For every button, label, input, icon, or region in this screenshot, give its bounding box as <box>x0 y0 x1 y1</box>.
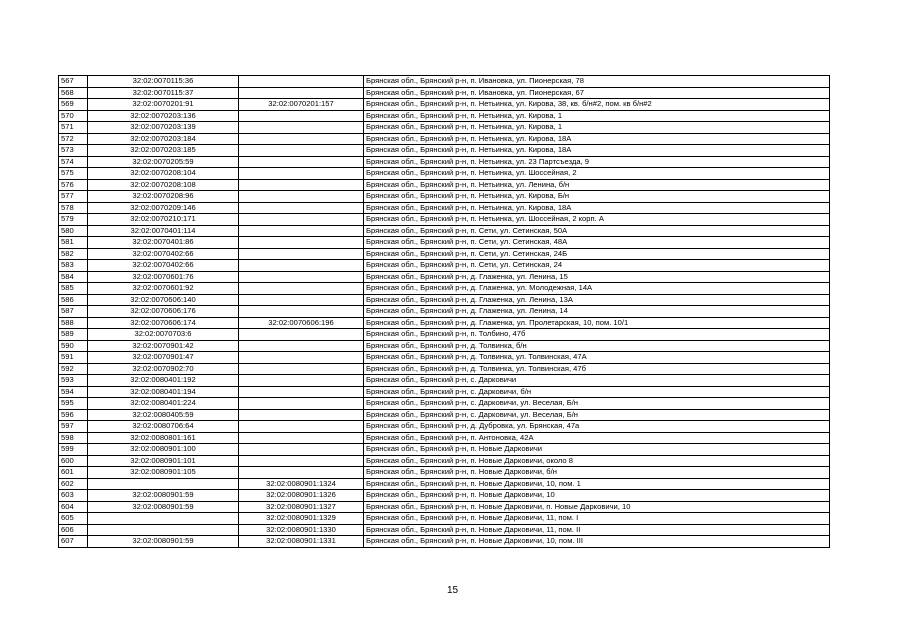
table-row <box>59 202 830 214</box>
row-number-cell: 576 <box>59 179 88 191</box>
cadastral-number-cell: 32:02:0080901:59 <box>88 501 239 513</box>
row-number-cell: 567 <box>59 76 88 88</box>
related-cadastral-number-cell: 32:02:0080901:1327 <box>239 501 364 513</box>
row-number-cell: 590 <box>59 340 88 352</box>
table-row <box>59 225 830 237</box>
cadastral-number-cell: 32:02:0080801:161 <box>88 432 239 444</box>
cadastral-number-cell: 32:02:0080706:64 <box>88 421 239 433</box>
related-cadastral-number-cell: 32:02:0080901:1330 <box>239 524 364 536</box>
cadastral-number-cell: 32:02:0070203:184 <box>88 133 239 145</box>
table-row <box>59 191 830 203</box>
cadastral-number-cell: 32:02:0080401:192 <box>88 375 239 387</box>
related-cadastral-number-cell <box>239 432 364 444</box>
table-row <box>59 375 830 387</box>
cadastral-number-cell: 32:02:0070901:42 <box>88 340 239 352</box>
related-cadastral-number-cell <box>239 467 364 479</box>
row-number-cell: 604 <box>59 501 88 513</box>
address-cell: Брянская обл., Брянский р-н, д. Глаженка, ул. Ленина, 15 <box>364 271 830 283</box>
table-row <box>59 513 830 525</box>
address-cell: Брянская обл., Брянский р-н, п. Новые Дарковичи, б/н <box>364 467 830 479</box>
table-row <box>59 317 830 329</box>
cadastral-number-cell: 32:02:0070401:86 <box>88 237 239 249</box>
row-number-cell: 603 <box>59 490 88 502</box>
related-cadastral-number-cell <box>239 340 364 352</box>
cadastral-number-cell: 32:02:0080901:59 <box>88 490 239 502</box>
row-number-cell: 584 <box>59 271 88 283</box>
row-number-cell: 581 <box>59 237 88 249</box>
related-cadastral-number-cell <box>239 122 364 134</box>
address-cell: Брянская обл., Брянский р-н, д. Дубровка, ул. Брянская, 47а <box>364 421 830 433</box>
cadastral-number-cell: 32:02:0080401:194 <box>88 386 239 398</box>
row-number-cell: 573 <box>59 145 88 157</box>
table-row <box>59 145 830 157</box>
row-number-cell: 592 <box>59 363 88 375</box>
row-number-cell: 580 <box>59 225 88 237</box>
address-cell: Брянская обл., Брянский р-н, д. Толвинка, ул. Толвинская, 47А <box>364 352 830 364</box>
table-row <box>59 271 830 283</box>
page-number: 15 <box>446 585 459 596</box>
related-cadastral-number-cell <box>239 225 364 237</box>
cadastral-number-cell: 32:02:0070606:174 <box>88 317 239 329</box>
cadastral-number-cell: 32:02:0070208:108 <box>88 179 239 191</box>
table-row <box>59 133 830 145</box>
related-cadastral-number-cell: 32:02:0080901:1331 <box>239 536 364 548</box>
address-cell: Брянская обл., Брянский р-н, с. Дарковичи, ул. Веселая, Б/н <box>364 398 830 410</box>
table-row <box>59 421 830 433</box>
cadastral-number-cell: 32:02:0070115:36 <box>88 76 239 88</box>
address-cell: Брянская обл., Брянский р-н, д. Глаженка, ул. Ленина, 13А <box>364 294 830 306</box>
cadastral-number-cell: 32:02:0080401:224 <box>88 398 239 410</box>
table-row <box>59 398 830 410</box>
related-cadastral-number-cell <box>239 168 364 180</box>
row-number-cell: 577 <box>59 191 88 203</box>
row-number-cell: 601 <box>59 467 88 479</box>
address-cell: Брянская обл., Брянский р-н, д. Толвинка, б/н <box>364 340 830 352</box>
row-number-cell: 588 <box>59 317 88 329</box>
cadastral-number-cell: 32:02:0080901:101 <box>88 455 239 467</box>
related-cadastral-number-cell <box>239 306 364 318</box>
address-cell: Брянская обл., Брянский р-н, с. Дарковичи <box>364 375 830 387</box>
table-row <box>59 409 830 421</box>
table-row <box>59 490 830 502</box>
related-cadastral-number-cell <box>239 398 364 410</box>
related-cadastral-number-cell <box>239 156 364 168</box>
address-cell: Брянская обл., Брянский р-н, п. Нетьинка, ул. Кирова, 1 <box>364 122 830 134</box>
address-cell: Брянская обл., Брянский р-н, п. Новые Дарковичи, 10 <box>364 490 830 502</box>
cadastral-number-cell: 32:02:0070601:92 <box>88 283 239 295</box>
related-cadastral-number-cell <box>239 76 364 88</box>
row-number-cell: 602 <box>59 478 88 490</box>
related-cadastral-number-cell <box>239 191 364 203</box>
address-cell: Брянская обл., Брянский р-н, п. Новые Дарковичи, 10, пом. 1 <box>364 478 830 490</box>
table-row <box>59 536 830 548</box>
cadastral-number-cell: 32:02:0070606:176 <box>88 306 239 318</box>
row-number-cell: 595 <box>59 398 88 410</box>
row-number-cell: 570 <box>59 110 88 122</box>
row-number-cell: 571 <box>59 122 88 134</box>
table-row <box>59 432 830 444</box>
table-row <box>59 386 830 398</box>
related-cadastral-number-cell <box>239 202 364 214</box>
cadastral-number-cell: 32:02:0070402:66 <box>88 248 239 260</box>
related-cadastral-number-cell <box>239 455 364 467</box>
cadastral-number-cell: 32:02:0080405:59 <box>88 409 239 421</box>
address-cell: Брянская обл., Брянский р-н, п. Сети, ул. Сетинская, 50А <box>364 225 830 237</box>
table-row <box>59 237 830 249</box>
related-cadastral-number-cell <box>239 294 364 306</box>
cadastral-number-cell: 32:02:0080901:100 <box>88 444 239 456</box>
table-row <box>59 294 830 306</box>
row-number-cell: 579 <box>59 214 88 226</box>
related-cadastral-number-cell <box>239 363 364 375</box>
related-cadastral-number-cell: 32:02:0070606:196 <box>239 317 364 329</box>
row-number-cell: 596 <box>59 409 88 421</box>
address-cell: Брянская обл., Брянский р-н, п. Нетьинка, ул. Шоссейная, 2 корп. А <box>364 214 830 226</box>
table-row <box>59 214 830 226</box>
cadastral-number-cell: 32:02:0070203:139 <box>88 122 239 134</box>
table-row <box>59 501 830 513</box>
cadastral-number-cell: 32:02:0070205:59 <box>88 156 239 168</box>
row-number-cell: 589 <box>59 329 88 341</box>
table-row <box>59 524 830 536</box>
table-row <box>59 248 830 260</box>
cadastral-number-cell: 32:02:0070208:104 <box>88 168 239 180</box>
table-row <box>59 467 830 479</box>
related-cadastral-number-cell: 32:02:0080901:1326 <box>239 490 364 502</box>
row-number-cell: 585 <box>59 283 88 295</box>
related-cadastral-number-cell <box>239 87 364 99</box>
row-number-cell: 583 <box>59 260 88 272</box>
address-cell: Брянская обл., Брянский р-н, д. Глаженка, ул. Ленина, 14 <box>364 306 830 318</box>
address-cell: Брянская обл., Брянский р-н, д. Глаженка, ул. Молодежная, 14А <box>364 283 830 295</box>
table-row <box>59 478 830 490</box>
related-cadastral-number-cell: 32:02:0080901:1329 <box>239 513 364 525</box>
cadastral-number-cell <box>88 513 239 525</box>
related-cadastral-number-cell <box>239 283 364 295</box>
address-cell: Брянская обл., Брянский р-н, д. Глаженка, ул. Пролетарская, 10, пом. 10/1 <box>364 317 830 329</box>
related-cadastral-number-cell <box>239 375 364 387</box>
address-cell: Брянская обл., Брянский р-н, п. Нетьинка, ул. Кирова, 18А <box>364 133 830 145</box>
related-cadastral-number-cell: 32:02:0070201:157 <box>239 99 364 111</box>
address-cell: Брянская обл., Брянский р-н, п. Новые Дарковичи, около 8 <box>364 455 830 467</box>
row-number-cell: 593 <box>59 375 88 387</box>
address-cell: Брянская обл., Брянский р-н, п. Антоновка, 42А <box>364 432 830 444</box>
table-row <box>59 110 830 122</box>
table-row <box>59 455 830 467</box>
related-cadastral-number-cell <box>239 444 364 456</box>
table-row <box>59 363 830 375</box>
related-cadastral-number-cell: 32:02:0080901:1324 <box>239 478 364 490</box>
row-number-cell: 594 <box>59 386 88 398</box>
cadastral-number-cell: 32:02:0070203:136 <box>88 110 239 122</box>
cadastral-number-cell: 32:02:0070209:146 <box>88 202 239 214</box>
cadastral-number-cell: 32:02:0070606:140 <box>88 294 239 306</box>
address-cell: Брянская обл., Брянский р-н, п. Новые Дарковичи, 11, пом. I <box>364 513 830 525</box>
address-cell: Брянская обл., Брянский р-н, п. Нетьинка, ул. Кирова, 38, кв. б/н#2, пом. кв б/н#2 <box>364 99 830 111</box>
cadastral-number-cell: 32:02:0070601:76 <box>88 271 239 283</box>
related-cadastral-number-cell <box>239 260 364 272</box>
cadastral-number-cell: 32:02:0070208:96 <box>88 191 239 203</box>
address-cell: Брянская обл., Брянский р-н, п. Сети, ул. Сетинская, 24Б <box>364 248 830 260</box>
cadastral-number-cell <box>88 478 239 490</box>
cadastral-number-cell: 32:02:0080901:59 <box>88 536 239 548</box>
related-cadastral-number-cell <box>239 214 364 226</box>
related-cadastral-number-cell <box>239 329 364 341</box>
related-cadastral-number-cell <box>239 133 364 145</box>
cadastral-number-cell: 32:02:0070703:6 <box>88 329 239 341</box>
address-cell: Брянская обл., Брянский р-н, п. Нетьинка, ул. Кирова, 18А <box>364 145 830 157</box>
row-number-cell: 569 <box>59 99 88 111</box>
cadastral-number-cell: 32:02:0070201:91 <box>88 99 239 111</box>
related-cadastral-number-cell <box>239 409 364 421</box>
cadastral-number-cell: 32:02:0070902:70 <box>88 363 239 375</box>
related-cadastral-number-cell <box>239 110 364 122</box>
related-cadastral-number-cell <box>239 179 364 191</box>
cadastral-number-cell: 32:02:0070901:47 <box>88 352 239 364</box>
address-cell: Брянская обл., Брянский р-н, п. Нетьинка, ул. Кирова, 18А <box>364 202 830 214</box>
table-row <box>59 306 830 318</box>
related-cadastral-number-cell <box>239 352 364 364</box>
related-cadastral-number-cell <box>239 237 364 249</box>
row-number-cell: 606 <box>59 524 88 536</box>
address-cell: Брянская обл., Брянский р-н, п. Нетьинка, ул. Шоссейная, 2 <box>364 168 830 180</box>
row-number-cell: 607 <box>59 536 88 548</box>
related-cadastral-number-cell <box>239 248 364 260</box>
cadastral-number-cell: 32:02:0070402:66 <box>88 260 239 272</box>
cadastral-number-cell: 32:02:0070115:37 <box>88 87 239 99</box>
cadastral-number-cell: 32:02:0070401:114 <box>88 225 239 237</box>
address-cell: Брянская обл., Брянский р-н, п. Новые Дарковичи, 11, пом. II <box>364 524 830 536</box>
address-cell: Брянская обл., Брянский р-н, д. Толвинка, ул. Толвинская, 47б <box>364 363 830 375</box>
address-cell: Брянская обл., Брянский р-н, п. Новые Дарковичи, п. Новые Дарковичи, 10 <box>364 501 830 513</box>
table-row <box>59 340 830 352</box>
table-row <box>59 283 830 295</box>
table-row <box>59 168 830 180</box>
address-cell: Брянская обл., Брянский р-н, п. Толбино, 47б <box>364 329 830 341</box>
property-table <box>58 75 830 548</box>
cadastral-number-cell: 32:02:0070203:185 <box>88 145 239 157</box>
address-cell: Брянская обл., Брянский р-н, п. Новые Дарковичи <box>364 444 830 456</box>
row-number-cell: 575 <box>59 168 88 180</box>
row-number-cell: 591 <box>59 352 88 364</box>
row-number-cell: 574 <box>59 156 88 168</box>
table-row <box>59 352 830 364</box>
property-table-body <box>59 76 830 548</box>
address-cell: Брянская обл., Брянский р-н, с. Дарковичи, б/н <box>364 386 830 398</box>
row-number-cell: 578 <box>59 202 88 214</box>
related-cadastral-number-cell <box>239 145 364 157</box>
row-number-cell: 587 <box>59 306 88 318</box>
address-cell: Брянская обл., Брянский р-н, с. Дарковичи, ул. Веселая, Б/н <box>364 409 830 421</box>
address-cell: Брянская обл., Брянский р-н, п. Нетьинка, ул. Ленина, б/н <box>364 179 830 191</box>
related-cadastral-number-cell <box>239 421 364 433</box>
table-row <box>59 76 830 88</box>
address-cell: Брянская обл., Брянский р-н, п. Новые Дарковичи, 10, пом. III <box>364 536 830 548</box>
row-number-cell: 586 <box>59 294 88 306</box>
row-number-cell: 598 <box>59 432 88 444</box>
cadastral-number-cell <box>88 524 239 536</box>
address-cell: Брянская обл., Брянский р-н, п. Ивановка, ул. Пионерская, 78 <box>364 76 830 88</box>
table-row <box>59 444 830 456</box>
address-cell: Брянская обл., Брянский р-н, п. Нетьинка, ул. Кирова, Б/н <box>364 191 830 203</box>
row-number-cell: 605 <box>59 513 88 525</box>
cadastral-number-cell: 32:02:0070210:171 <box>88 214 239 226</box>
table-row <box>59 156 830 168</box>
table-row <box>59 87 830 99</box>
table-row <box>59 179 830 191</box>
address-cell: Брянская обл., Брянский р-н, п. Нетьинка, ул. Кирова, 1 <box>364 110 830 122</box>
cadastral-number-cell: 32:02:0080901:105 <box>88 467 239 479</box>
table-row <box>59 329 830 341</box>
address-cell: Брянская обл., Брянский р-н, п. Нетьинка, ул. 23 Партсъезда, 9 <box>364 156 830 168</box>
address-cell: Брянская обл., Брянский р-н, п. Ивановка, ул. Пионерская, 67 <box>364 87 830 99</box>
row-number-cell: 582 <box>59 248 88 260</box>
table-row <box>59 122 830 134</box>
table-row <box>59 99 830 111</box>
property-table-container <box>58 75 830 548</box>
row-number-cell: 568 <box>59 87 88 99</box>
address-cell: Брянская обл., Брянский р-н, п. Сети, ул. Сетинская, 24 <box>364 260 830 272</box>
related-cadastral-number-cell <box>239 386 364 398</box>
address-cell: Брянская обл., Брянский р-н, п. Сети, ул. Сетинская, 48А <box>364 237 830 249</box>
table-row <box>59 260 830 272</box>
row-number-cell: 600 <box>59 455 88 467</box>
row-number-cell: 599 <box>59 444 88 456</box>
row-number-cell: 572 <box>59 133 88 145</box>
row-number-cell: 597 <box>59 421 88 433</box>
related-cadastral-number-cell <box>239 271 364 283</box>
